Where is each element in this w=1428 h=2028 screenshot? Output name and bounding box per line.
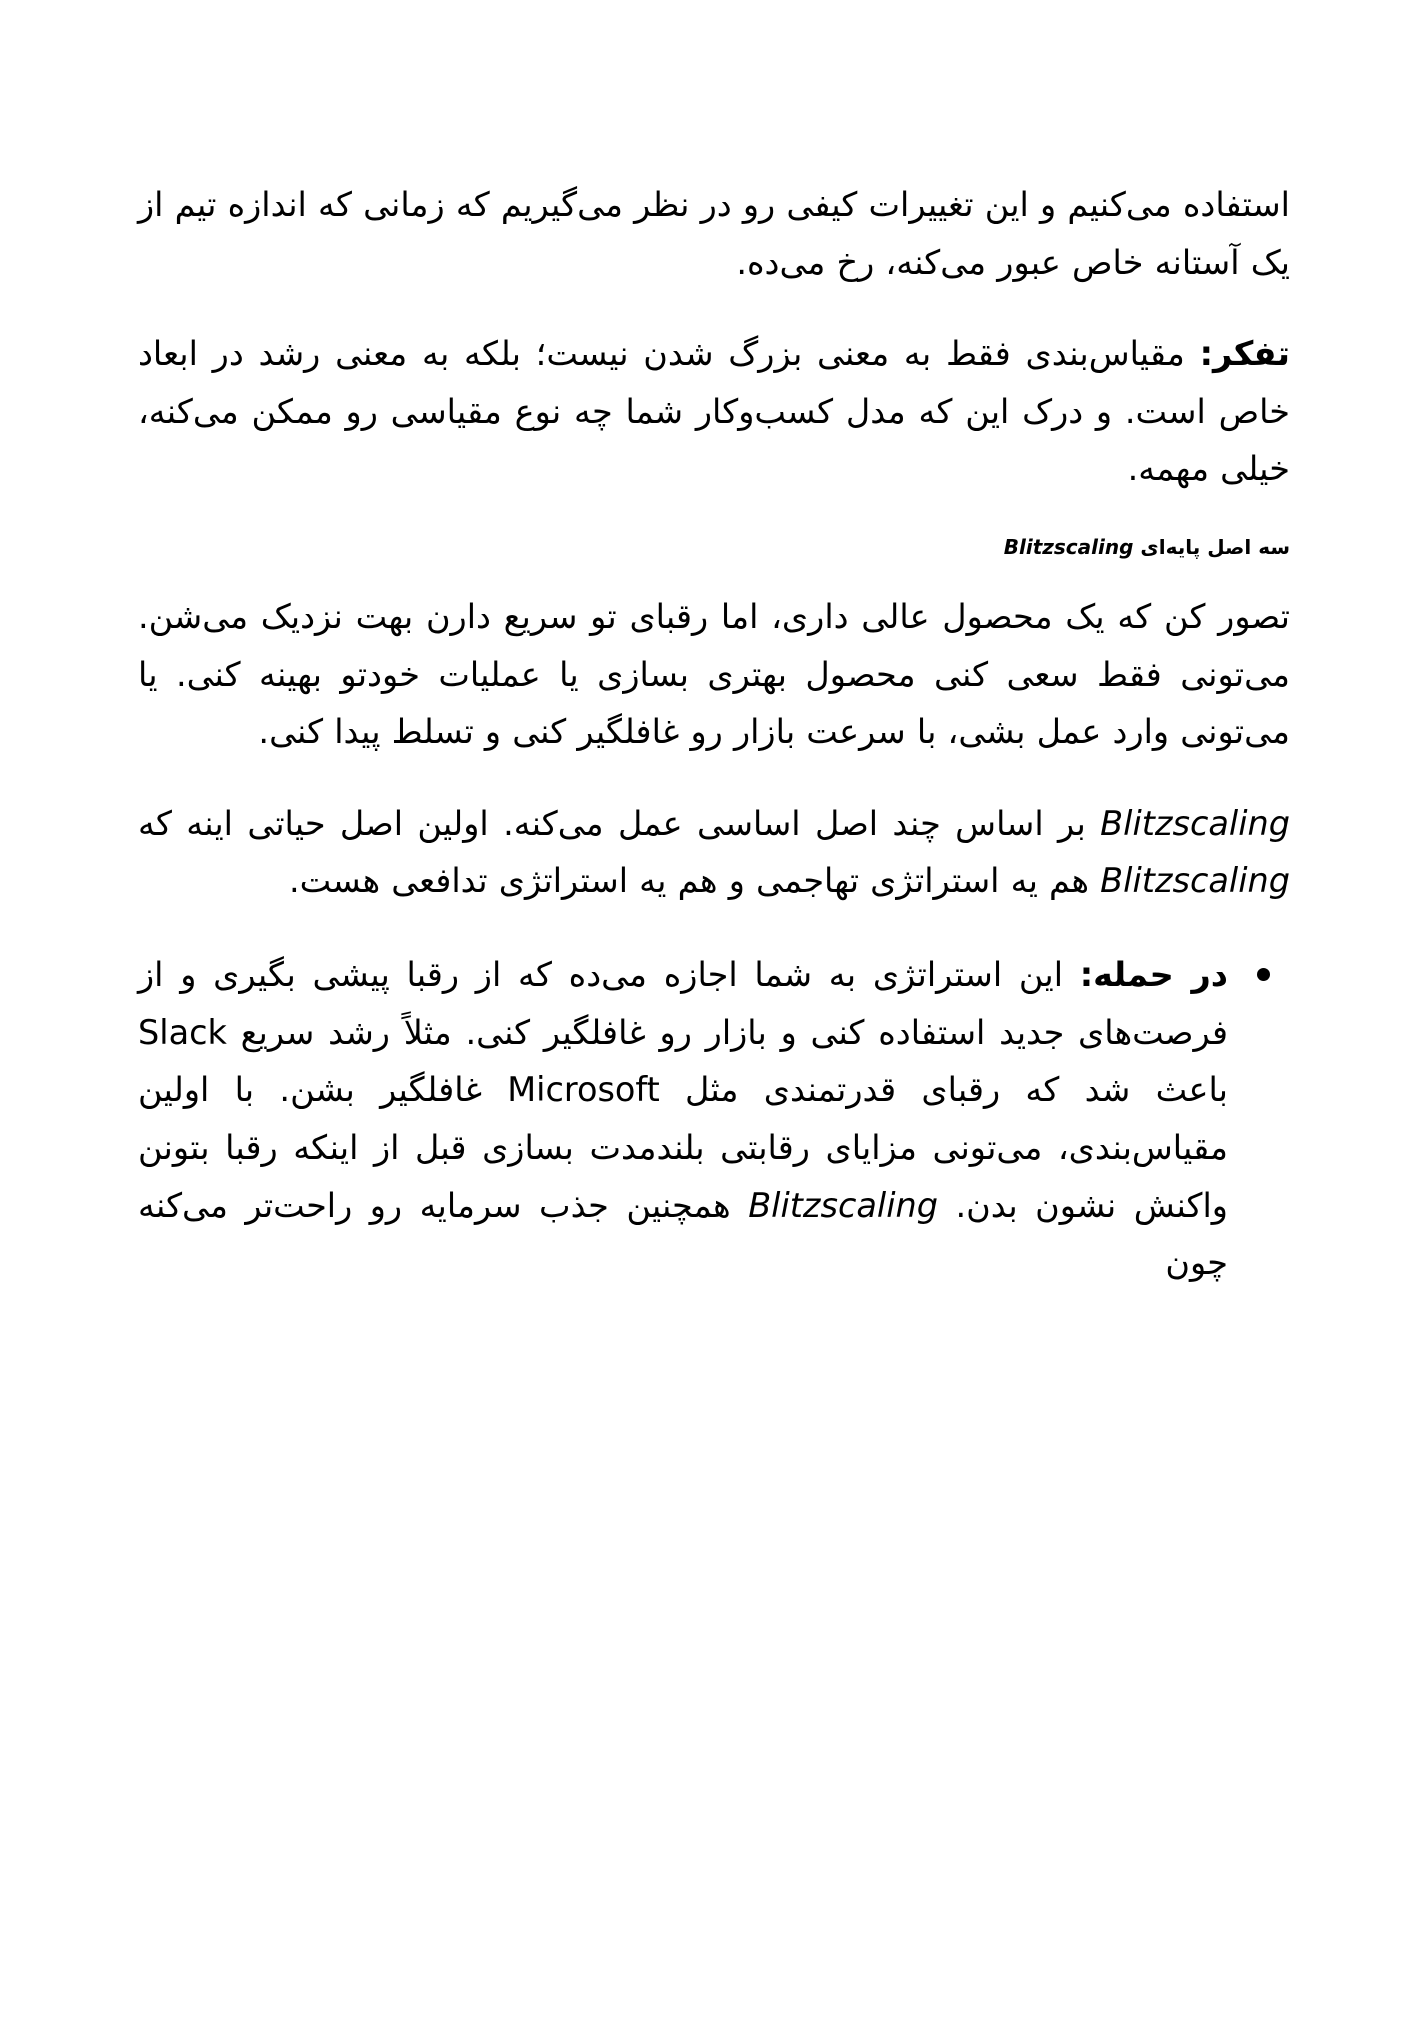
bullet-text-1: این استراتژی به شما اجازه می‌ده که از رقبا پیشی بگیری و از فرصت‌های جدید استفاده کنی و بازار رو غافلگیر کنی. مثلاً رشد سریع xyxy=(138,955,1228,1052)
section-heading-three-principles xyxy=(138,532,1290,562)
section-heading-term: Blitzscaling xyxy=(1003,535,1134,560)
paragraph-thinking xyxy=(138,325,1290,498)
bullet-lead-offense: در حمله: xyxy=(1079,955,1228,995)
paragraph-principles-text-2: هم یه استراتژی تهاجمی و هم یه استراتژی تدافعی هست. xyxy=(289,861,1101,901)
paragraph-principles-text-1: بر اساس چند اصل اساسی عمل می‌کنه. اولین اصل حیاتی اینه که xyxy=(138,803,1101,843)
paragraph-thinking-body: مقیاس‌بندی فقط به معنی بزرگ شدن نیست؛ بلکه به معنی رشد در ابعاد خاص است. و درک این که مدل کسب‌وکار شما چه نوع مقیاسی رو ممکن می‌کنه، خیلی مهمه. xyxy=(138,334,1290,489)
principles-bullet-list xyxy=(138,946,1290,1292)
bullet-text-3: غافلگیر بشن. با اولین مقیاس‌بندی، می‌تونی مزایای رقابتی بلندمدت بسازی قبل از اینکه رقبا بتونن واکنش نشون بدن. xyxy=(138,1070,1228,1225)
term-microsoft: Microsoft xyxy=(507,1070,660,1110)
blitzscaling-term-2: Blitzscaling xyxy=(1100,861,1290,901)
paragraph-principles xyxy=(138,795,1290,910)
section-heading-prefix: سه اصل پایه‌ای xyxy=(1133,535,1290,560)
blitzscaling-term-3: Blitzscaling xyxy=(748,1185,939,1225)
list-item xyxy=(138,946,1228,1292)
bullet-dot-icon xyxy=(1257,968,1270,981)
bullet-text-2: باعث شد که رقبای قدرتمندی مثل xyxy=(659,1070,1228,1110)
paragraph-intro: استفاده می‌کنیم و این تغییرات کیفی رو در نظر می‌گیریم که زمانی که اندازه تیم از یک آستانه خاص عبور می‌کنه، رخ می‌ده. xyxy=(138,185,1290,282)
document-content xyxy=(138,176,1290,1320)
term-slack: Slack xyxy=(138,1012,227,1052)
blitzscaling-term-1: Blitzscaling xyxy=(1100,803,1290,843)
paragraph-thinking-lead: تفکر: xyxy=(1199,334,1290,374)
paragraph-scenario: تصور کن که یک محصول عالی داری، اما رقبای تو سریع دارن بهت نزدیک می‌شن. می‌تونی فقط سعی کنی محصول بهتری بسازی یا عملیات خودتو بهینه کنی. یا می‌تونی وارد عمل بشی، با سرعت بازار رو غافلگیر کنی و تسلط پیدا کنی. xyxy=(138,597,1290,752)
bullet-text-4: همچنین جذب سرمایه رو راحت‌تر می‌کنه چون xyxy=(138,1185,1228,1283)
